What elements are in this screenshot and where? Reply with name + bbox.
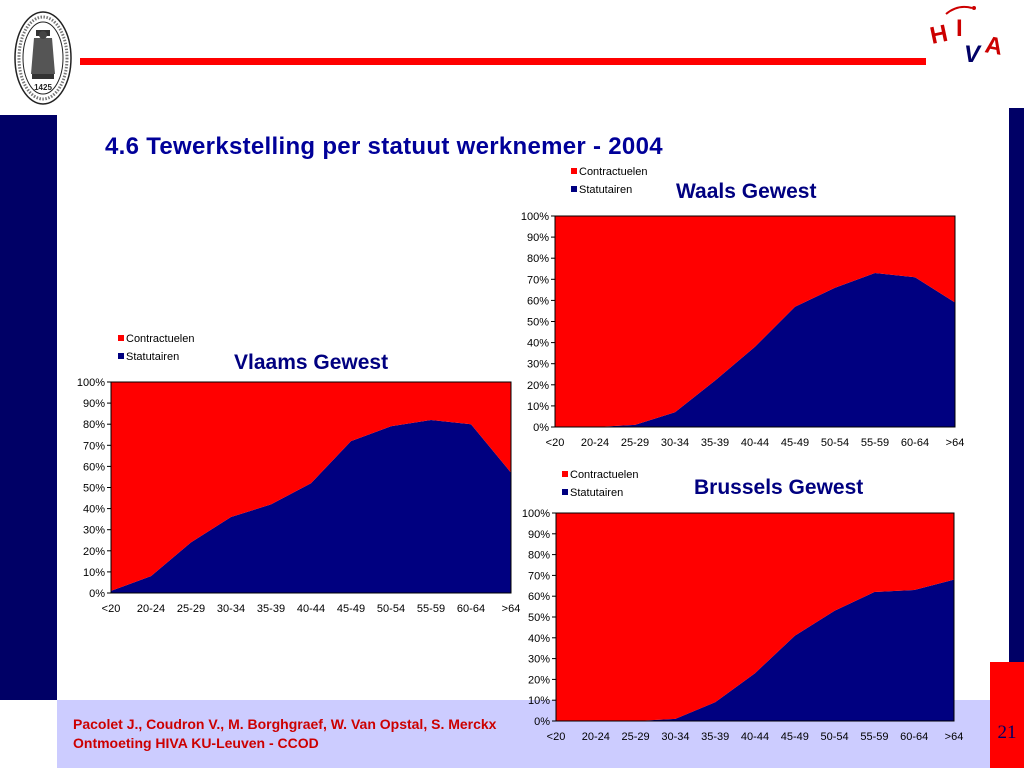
x-tick-label: 25-29 xyxy=(620,437,650,449)
x-tick-label: 30-34 xyxy=(660,437,690,449)
x-tick-label: 40-44 xyxy=(740,437,770,449)
chart-title: Vlaams Gewest xyxy=(234,351,389,374)
y-tick-label: 10% xyxy=(526,400,549,413)
top-red-rule xyxy=(80,58,926,65)
svg-text:I: I xyxy=(956,15,963,42)
legend-label-contractuelen: Contractuelen xyxy=(579,166,648,178)
legend-label-contractuelen: Contractuelen xyxy=(126,333,195,345)
y-tick-label: 20% xyxy=(526,379,549,392)
x-tick-label: 40-44 xyxy=(296,603,326,615)
x-tick-label: >64 xyxy=(944,731,964,743)
legend-label-statutairen: Statutairen xyxy=(126,351,180,363)
y-tick-label: 90% xyxy=(526,232,549,245)
y-tick-label: 80% xyxy=(526,253,549,266)
x-tick-label: 45-49 xyxy=(336,603,366,615)
x-tick-label: 50-54 xyxy=(376,603,406,615)
slide-title: 4.6 Tewerkstelling per statuut werknemer - 2004 xyxy=(105,133,663,160)
y-tick-label: 0% xyxy=(533,422,549,434)
y-tick-label: 30% xyxy=(82,524,105,537)
x-tick-label: 55-59 xyxy=(860,437,890,449)
x-tick-label: 35-39 xyxy=(701,731,730,743)
x-tick-label: 20-24 xyxy=(580,437,610,449)
chart-waals-gewest xyxy=(505,160,975,465)
chart-title: Waals Gewest xyxy=(676,180,817,203)
legend-swatch-statutairen xyxy=(571,186,577,192)
x-tick-label: 35-39 xyxy=(256,603,286,615)
y-tick-label: 20% xyxy=(82,545,105,558)
x-tick-label: 60-64 xyxy=(900,437,930,449)
y-tick-label: 60% xyxy=(527,591,550,604)
x-tick-label: <20 xyxy=(545,437,565,449)
y-tick-label: 80% xyxy=(82,419,105,432)
y-tick-label: 100% xyxy=(76,377,105,389)
page-number-box xyxy=(990,662,1024,768)
x-tick-label: 20-24 xyxy=(136,603,166,615)
x-tick-label: 55-59 xyxy=(416,603,446,615)
y-tick-label: 50% xyxy=(82,482,105,495)
x-tick-label: 60-64 xyxy=(900,731,929,743)
svg-text:V: V xyxy=(964,41,981,68)
right-accent-bar xyxy=(1009,108,1024,663)
y-tick-label: 30% xyxy=(526,358,549,371)
credit-event: Ontmoeting HIVA KU-Leuven - CCOD xyxy=(73,735,319,751)
y-tick-label: 10% xyxy=(82,566,105,579)
x-tick-label: 20-24 xyxy=(581,731,610,743)
y-tick-label: 40% xyxy=(82,503,105,516)
x-tick-label: 60-64 xyxy=(456,603,486,615)
x-tick-label: 30-34 xyxy=(216,603,246,615)
chart-brussels-gewest xyxy=(505,460,975,760)
x-tick-label: 35-39 xyxy=(700,437,730,449)
x-tick-label: 45-49 xyxy=(780,437,810,449)
y-tick-label: 0% xyxy=(89,588,105,600)
y-tick-label: 30% xyxy=(527,653,550,666)
y-tick-label: 90% xyxy=(527,528,550,541)
legend-swatch-contractuelen xyxy=(571,168,577,174)
x-tick-label: 25-29 xyxy=(621,731,650,743)
y-tick-label: 10% xyxy=(527,695,550,708)
legend-swatch-statutairen xyxy=(118,353,124,359)
y-tick-label: 70% xyxy=(526,274,549,287)
x-tick-label: >64 xyxy=(501,603,521,615)
y-tick-label: 60% xyxy=(526,295,549,308)
x-tick-label: 25-29 xyxy=(176,603,206,615)
svg-text:A: A xyxy=(982,31,1005,61)
credit-authors: Pacolet J., Coudron V., M. Borghgraef, W. Van Opstal, S. Merckx xyxy=(73,716,497,732)
legend-swatch-statutairen xyxy=(562,489,568,495)
x-tick-label: 40-44 xyxy=(740,731,770,743)
y-tick-label: 90% xyxy=(82,398,105,411)
y-tick-label: 40% xyxy=(526,337,549,350)
x-tick-label: 50-54 xyxy=(820,437,850,449)
university-seal-icon xyxy=(12,8,74,108)
chart-title: Brussels Gewest xyxy=(694,476,864,499)
y-tick-label: 70% xyxy=(82,440,105,453)
legend-label-contractuelen: Contractuelen xyxy=(570,469,639,481)
seal-year: 1425 xyxy=(34,83,52,92)
y-tick-label: 50% xyxy=(526,316,549,329)
y-tick-label: 50% xyxy=(527,612,550,624)
x-tick-label: 30-34 xyxy=(661,731,690,743)
x-tick-label: >64 xyxy=(945,437,965,449)
y-tick-label: 80% xyxy=(527,549,550,562)
svg-text:H: H xyxy=(928,19,951,50)
y-tick-label: 40% xyxy=(527,632,550,645)
legend-label-statutairen: Statutairen xyxy=(579,184,633,196)
x-tick-label: 55-59 xyxy=(860,731,889,743)
x-tick-label: 50-54 xyxy=(820,731,849,743)
chart-vlaams-gewest xyxy=(60,325,530,630)
page-number: 21 xyxy=(997,722,1017,743)
y-tick-label: 60% xyxy=(82,461,105,474)
x-tick-label: <20 xyxy=(101,603,121,615)
legend-swatch-contractuelen xyxy=(118,335,124,341)
y-tick-label: 20% xyxy=(527,674,550,687)
y-tick-label: 0% xyxy=(534,716,550,728)
hiva-logo-icon xyxy=(928,2,1020,72)
left-accent-bar xyxy=(0,115,57,700)
legend-label-statutairen: Statutairen xyxy=(570,487,624,499)
y-tick-label: 100% xyxy=(521,508,550,520)
y-tick-label: 100% xyxy=(520,211,549,223)
x-tick-label: <20 xyxy=(546,731,566,743)
y-tick-label: 70% xyxy=(527,570,550,583)
x-tick-label: 45-49 xyxy=(780,731,809,743)
legend-swatch-contractuelen xyxy=(562,471,568,477)
